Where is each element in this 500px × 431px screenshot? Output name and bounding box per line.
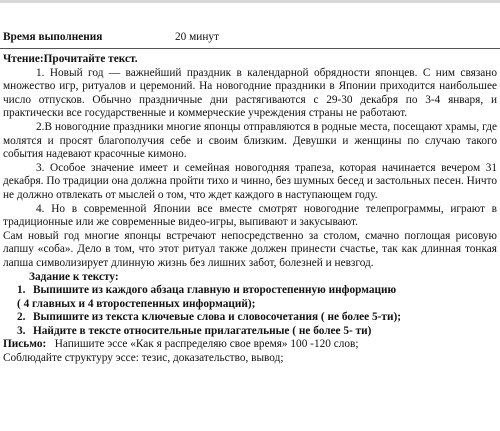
time-value: 20 минут: [175, 31, 219, 43]
letter-line: [3, 338, 497, 352]
task-number: 2.: [17, 311, 26, 324]
document-body: [3, 53, 497, 366]
letter-text: Напишите эссе «Как я распределяю свое время» 100 -120 слов;: [54, 338, 359, 351]
letter-label: Письмо:: [3, 338, 47, 351]
reading-heading: Чтение:Прочитайте текст.: [3, 53, 138, 65]
time-label: Время выполнения: [3, 31, 103, 43]
task-item: [17, 311, 497, 325]
task-text: Найдите в тексте относительные прилагательные ( не более 5- ти): [33, 324, 372, 337]
divider: [0, 48, 500, 49]
task-text: Выпишите из каждого абзаца главную и второстепенную информацию: [33, 284, 397, 297]
top-edge: [0, 0, 500, 3]
letter-structure: Соблюдайте структуру эссе: тезис, доказательство, вывод;: [3, 352, 284, 365]
paragraph-2: 2.В новогодние праздники многие японцы отправляются в родные места, посещают храмы, где молятся и просят благополучия себе и своим близким. Девушки и женщины по случаю такого события надевают красочные кимоно.: [3, 120, 497, 161]
paragraph-5: Сам новый год многие японцы встречают непосредственно за столом, смачно поглощая рисовую лапшу «соба». Дело в том, что этот ритуал также должен принести счастье, так как длинная тонкая лапша символизирует длинную жизнь без лишних забот, болезней и невзгод.: [3, 229, 497, 269]
task-text: Выпишите из текста ключевые слова и словосочетания ( не более 5-ти);: [33, 311, 402, 324]
paragraph-1: 1. Новый год — важнейший праздник в календарной обрядности японцев. С ним связано множество игр, ритуалов и церемоний. На новогодние праздники в Японии приходится наибольшее число отпусков. Обычно праздничные дни растягиваются с 29-30 декабря по 3-4 января, и практически все государственные и коммерческие учреждения страны не работают.: [3, 66, 497, 120]
task-item: [17, 325, 497, 339]
task-item: [17, 284, 497, 311]
time-row: [3, 31, 497, 45]
task-number: 1.: [17, 284, 26, 297]
task-number: 3.: [17, 324, 26, 337]
task-continuation: ( 4 главных и 4 второстепенных информаций);: [17, 297, 256, 310]
tasks-title: Задание к тексту:: [29, 270, 119, 283]
paragraph-3: 3. Особое значение имеет и семейная новогодняя трапеза, которая начинается вечером 31 декабря. По традиции она должна пройти тихо и чинно, без шумных бесед и застольных песен. Ничто не должно отвлекать от мыслей о том, что ждет каждого в наступающем году.: [3, 161, 497, 201]
tasks-list: [3, 284, 497, 338]
paragraph-4: 4. Но в современной Японии все вместе смотрят новогодние телепрограммы, играют в традиционные или же современные видео-игры, выпивают и закусывают.: [3, 202, 497, 229]
